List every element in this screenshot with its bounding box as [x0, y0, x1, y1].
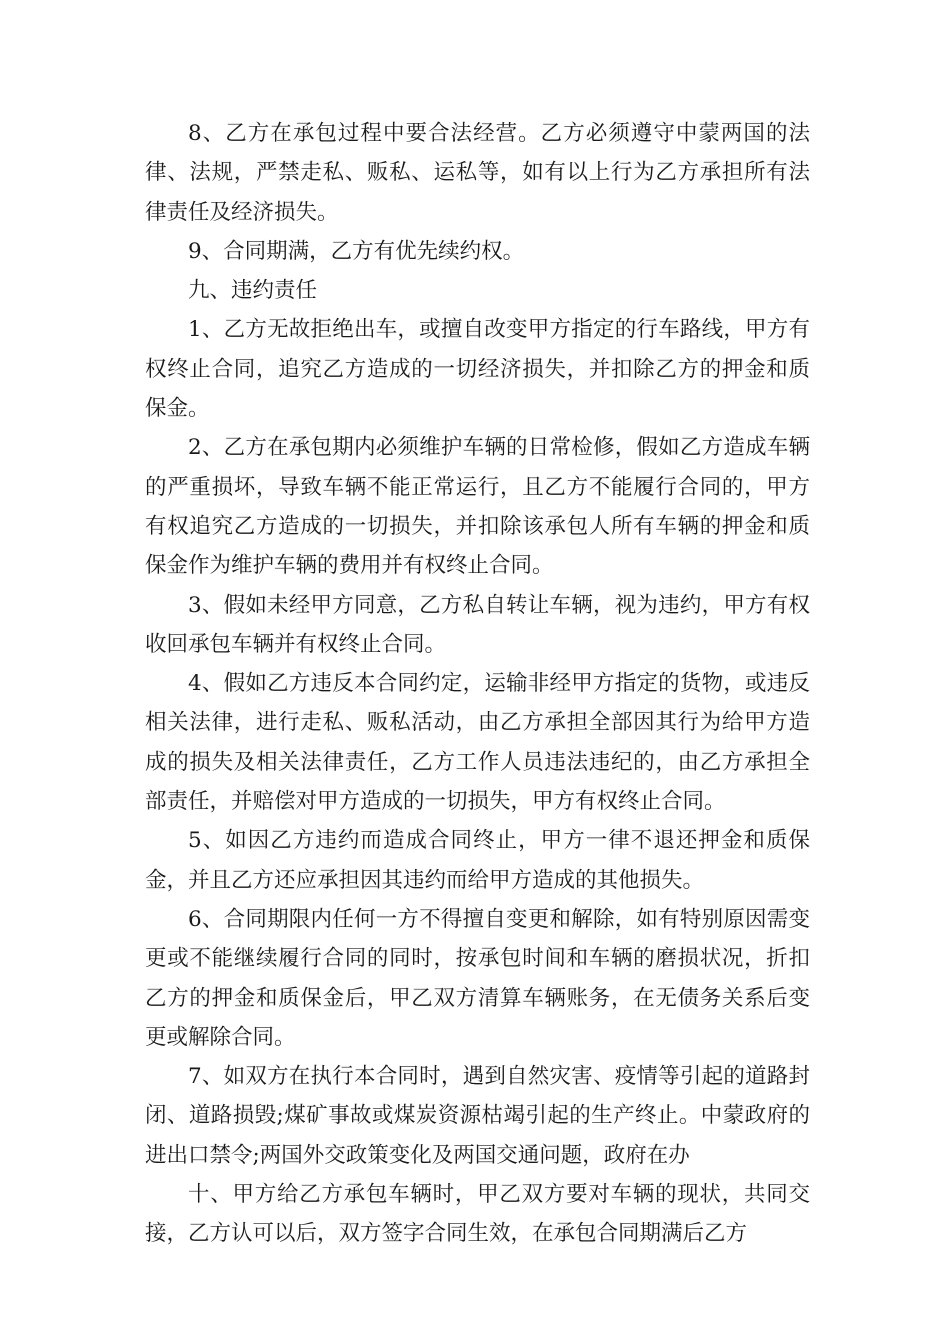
paragraph-section-10: 十、甲方给乙方承包车辆时，甲乙双方要对车辆的现状，共同交接，乙方认可以后，双方签字合同生效，在承包合同期满后乙方 — [145, 1182, 810, 1247]
paragraph-breach-2: 2、乙方在承包期内必须维护车辆的日常检修，假如乙方造成车辆的严重损坏，导致车辆不能正常运行，且乙方不能履行合同的，甲方有权追究乙方造成的一切损失，并扣除该承包人所有车辆的押金和质保金作为维护车辆的费用并有权终止合同。 — [145, 435, 810, 579]
paragraph-breach-4: 4、假如乙方违反本合同约定，运输非经甲方指定的货物，或违反相关法律，进行走私、贩私活动，由乙方承担全部因其行为给甲方造成的损失及相关法律责任，乙方工作人员违法违纪的，由乙方承担全部责任，并赔偿对甲方造成的一切损失，甲方有权终止合同。 — [145, 671, 810, 815]
paragraph-breach-7: 7、如双方在执行本合同时，遇到自然灾害、疫情等引起的道路封闭、道路损毁;煤矿事故或煤炭资源枯竭引起的生产终止。中蒙政府的进出口禁令;两国外交政策变化及两国交通问题，政府在办 — [145, 1064, 810, 1168]
paragraph-breach-5: 5、如因乙方违约而造成合同终止，甲方一律不退还押金和质保金，并且乙方还应承担因其违约而给甲方造成的其他损失。 — [145, 828, 810, 893]
document-body — [145, 114, 810, 1254]
paragraph-breach-1: 1、乙方无故拒绝出车，或擅自改变甲方指定的行车路线，甲方有权终止合同，追究乙方造成的一切经济损失，并扣除乙方的押金和质保金。 — [145, 317, 810, 422]
paragraph-clause-9: 9、合同期满，乙方有优先续约权。 — [188, 238, 525, 264]
section-heading-breach-liability: 九、违约责任 — [188, 278, 318, 304]
paragraph-breach-6: 6、合同期限内任何一方不得擅自变更和解除，如有特别原因需变更或不能继续履行合同的同时，按承包时间和车辆的磨损状况，折扣乙方的押金和质保金后，甲乙双方清算车辆账务，在无债务关系后变更或解除合同。 — [145, 906, 810, 1050]
paragraph-breach-3: 3、假如未经甲方同意，乙方私自转让车辆，视为违约，甲方有权收回承包车辆并有权终止合同。 — [145, 592, 810, 657]
paragraph-clause-8: 8、乙方在承包过程中要合法经营。乙方必须遵守中蒙两国的法律、法规，严禁走私、贩私、运私等，如有以上行为乙方承担所有法律责任及经济损失。 — [145, 121, 810, 225]
